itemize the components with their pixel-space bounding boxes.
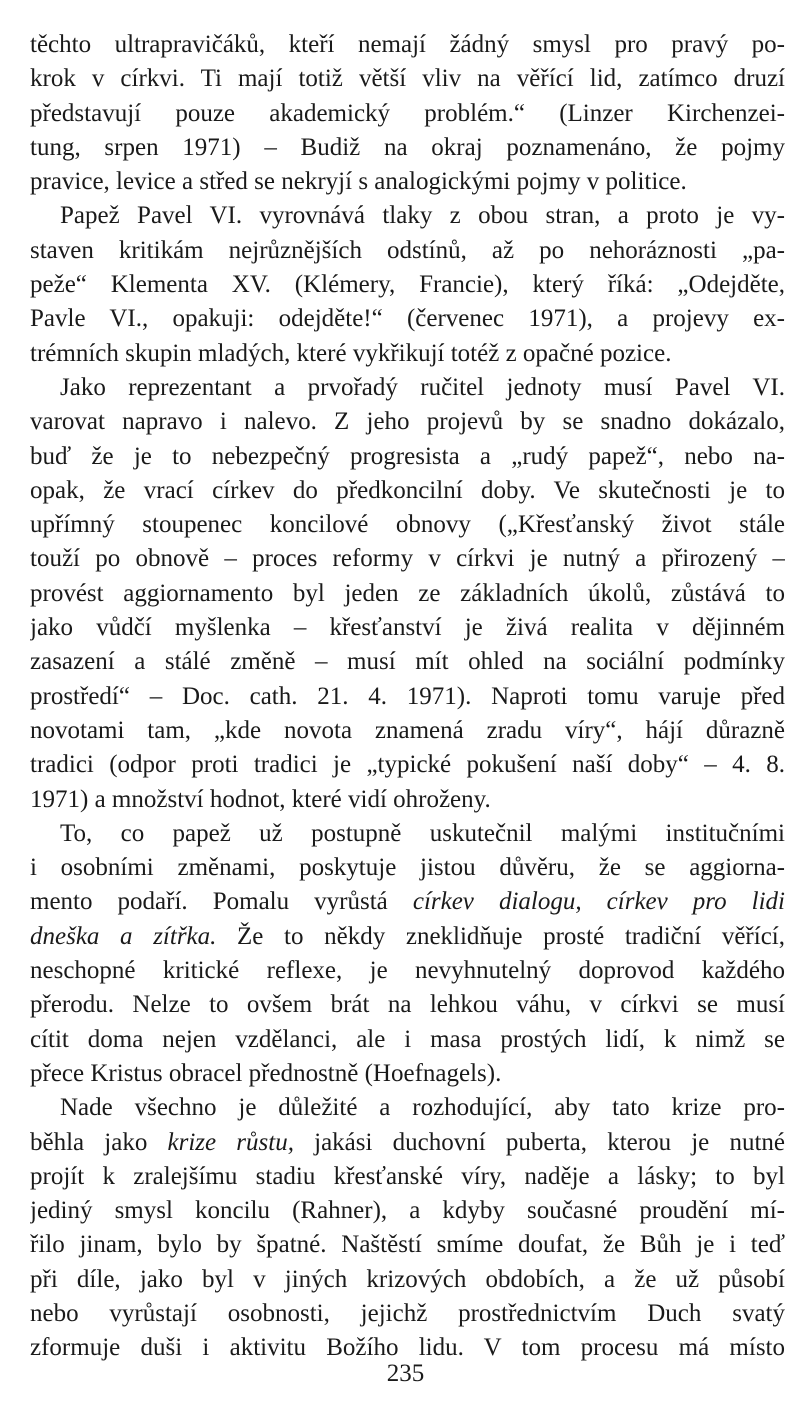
text-line: Jako reprezentant a prvořadý ručitel jednoty musí Pavel VI. xyxy=(60,373,785,401)
italic-phrase: církev dialogu, církev pro lidi xyxy=(412,888,785,916)
text-line: zasazení a stálé změně – musí mít ohled na sociální podmínky xyxy=(30,648,785,676)
text-line: provést aggiornamento byl jeden ze základních úkolů, zůstává to xyxy=(30,579,785,607)
text-line: projít k zralejšímu stadiu křesťanské víry, naděje a lásky; to byl xyxy=(30,1162,785,1190)
text-line: tung, srpen 1971) – Budiž na okraj poznamenáno, že pojmy xyxy=(30,133,785,161)
text-line: touží po obnově – proces reformy v církvi je nutný a přirozený – xyxy=(30,545,785,573)
text-line: trémních skupin mladých, které vykřikují totéž z opačné pozice. xyxy=(30,339,672,367)
text-line: novotami tam, „kde novota znamená zradu víry“, hájí důrazně xyxy=(30,716,785,744)
text-line: jako vůdčí myšlenka – křesťanství je živá realita v dějinném xyxy=(30,614,785,642)
text-line: cítit doma nejen vzdělanci, ale i masa prostých lidí, k nimž se xyxy=(30,1025,785,1053)
text-line: i osobními změnami, poskytuje jistou důvěru, že se aggiorna- xyxy=(30,854,785,882)
text-line: řilo jinam, bylo by špatné. Naštěstí smíme doufat, že Bůh je i teď xyxy=(30,1231,785,1259)
text-line: peže“ Klementa XV. (Klémery, Francie), který říká: „Odejděte, xyxy=(30,271,785,299)
text-line: představují pouze akademický problém.“ (Linzer Kirchenzei- xyxy=(30,99,785,127)
text-line: krok v církvi. Ti mají totiž větší vliv na věřící lid, zatímco druzí xyxy=(30,65,785,93)
text-line: dneška a zítřka. Že to někdy zneklidňuje prosté tradiční věřící, xyxy=(30,922,785,950)
text-line: neschopné kritické reflexe, je nevyhnutelný doprovod každého xyxy=(30,957,785,985)
text-line: běhla jako krize růstu, jakási duchovní puberta, kterou je nutné xyxy=(30,1128,785,1156)
text-line: staven kritikám nejrůznějších odstínů, až po nehoráznosti „pa- xyxy=(30,236,785,264)
text-line: upřímný stoupenec koncilové obnovy („Křesťanský život stále xyxy=(30,511,785,539)
italic-phrase: krize růstu, xyxy=(167,1128,294,1156)
paragraph xyxy=(30,371,785,817)
paragraph xyxy=(30,1091,785,1365)
text-line: prostředí“ – Doc. cath. 21. 4. 1971). Naproti tomu varuje před xyxy=(30,682,785,710)
text-line: tradici (odpor proti tradici je „typické pokušení naší doby“ – 4. 8. xyxy=(30,751,785,779)
text-line: Pavle VI., opakuji: odejděte!“ (červenec 1971), a projevy ex- xyxy=(30,305,785,333)
text-line: zformuje duši i aktivitu Božího lidu. V tom procesu má místo xyxy=(30,1334,785,1362)
text-line: 1971) a množství hodnot, které vidí ohroženy. xyxy=(30,785,491,813)
italic-phrase: dneška a zítřka. xyxy=(30,922,217,950)
page-number: 235 xyxy=(386,1360,425,1387)
text-line: při díle, jako byl v jiných krizových obdobích, a že už působí xyxy=(30,1265,785,1293)
text-line: přece Kristus obracel přednostně (Hoefnagels). xyxy=(30,1059,502,1087)
paragraph xyxy=(30,28,785,199)
text-line: jediný smysl koncilu (Rahner), a kdyby současné proudění mí- xyxy=(30,1197,785,1225)
text-line: přerodu. Nelze to ovšem brát na lehkou váhu, v církvi se musí xyxy=(30,991,785,1019)
paragraph xyxy=(30,817,785,1091)
text-line: Papež Pavel VI. vyrovnává tlaky z obou stran, a proto je vy- xyxy=(60,202,785,230)
paragraph xyxy=(30,199,785,370)
text-line: Nade všechno je důležité a rozhodující, aby tato krize pro- xyxy=(60,1094,785,1122)
page-body xyxy=(30,28,785,1362)
text-line: To, co papež už postupně uskutečnil malými institučními xyxy=(60,819,785,847)
text-line: těchto ultrapravičáků, kteří nemají žádný smysl pro pravý po- xyxy=(30,31,785,58)
text-line: nebo vyrůstají osobnosti, jejichž prostřednictvím Duch svatý xyxy=(30,1299,785,1327)
text-line: varovat napravo i nalevo. Z jeho projevů by se snadno dokázalo, xyxy=(30,408,785,436)
text-line: opak, že vrací církev do předkoncilní doby. Ve skutečnosti je to xyxy=(30,476,785,504)
text-line: mento podaří. Pomalu vyrůstá církev dialogu, církev pro lidi xyxy=(30,888,785,916)
text-line: pravice, levice a střed se nekryjí s analogickými pojmy v politice. xyxy=(30,168,687,196)
text-line: buď že je to nebezpečný progresista a „rudý papež“, nebo na- xyxy=(30,442,785,470)
